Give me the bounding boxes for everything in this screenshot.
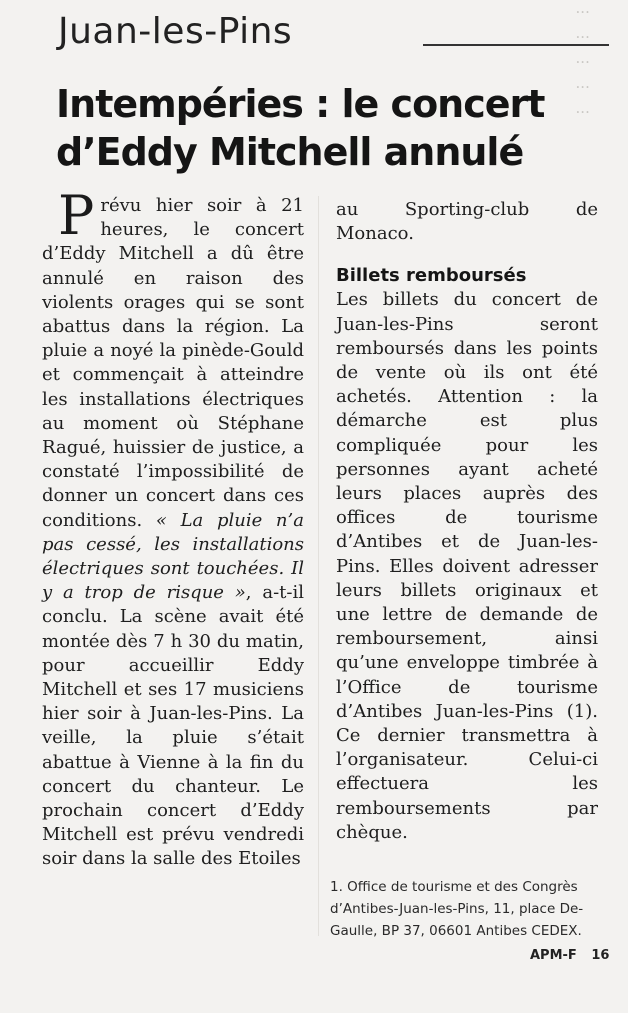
article-continuation: au Sporting-club de Monaco. bbox=[336, 199, 598, 245]
headline bbox=[56, 80, 612, 176]
bleed-through-text-right: ··· ··· ··· ··· ··· bbox=[575, 3, 590, 121]
article-column-2 bbox=[336, 198, 598, 845]
headline-line-2: d’Eddy Mitchell annulé bbox=[56, 130, 524, 174]
article-after-quote: , a-t-il conclu. La scène avait été montée dès 7 h 30 du matin, pour accueillir Eddy Mitchell et ses 17 musiciens hier soir à Juan-les-Pins. La veille, la pluie s’était abattue à Vienne à la fin du concert du chanteur. Le prochain concert d’Eddy Mitchell est prévu vendredi soir dans la salle des Etoiles bbox=[42, 582, 304, 870]
section-title: Juan-les-Pins bbox=[58, 11, 293, 52]
headline-line-1: Intempéries : le concert bbox=[56, 82, 545, 126]
column-gutter bbox=[318, 196, 319, 936]
article-intro: révu hier soir à 21 heures, le concert d’Eddy Mitchell a dû être annulé en raison des violents orages qui se sont abattus dans la région. La pluie a noyé la pinède-Gould et commençait à atteindre les installations électriques au moment où Stéphane Ragué, huissier de justice, a constaté l’impossibilité de donner un concert dans ces conditions. bbox=[42, 195, 304, 531]
refund-text: Les billets du concert de Juan-les-Pins seront remboursés dans les points de vente où ils ont été achetés. Attention : la démarche est plus compliquée pour les personnes ayant acheté leurs places auprès des offices de tourisme d’Antibes et de Juan-les-Pins. Elles doivent adresser leurs billets originaux et une lettre de demande de remboursement, ainsi qu’une enveloppe timbrée à l’Office de tourisme d’Antibes Juan-les-Pins bbox=[336, 289, 598, 722]
refund-text-end: . Ce dernier transmettra à l’organisateur. Celui-ci effectuera les remboursements par chèque. bbox=[336, 700, 598, 843]
subheading: Billets remboursés bbox=[336, 265, 527, 287]
byline-footer bbox=[530, 948, 609, 963]
drop-cap: P bbox=[58, 184, 95, 247]
footnote: 1. Office de tourisme et des Congrès d’Antibes-Juan-les-Pins, 11, place De-Gaulle, BP 37, 06601 Antibes CEDEX. bbox=[330, 879, 584, 939]
agency-signature: APM-F bbox=[530, 948, 577, 963]
page-number: 16 bbox=[591, 948, 610, 963]
footnote-reference: (1) bbox=[566, 700, 593, 722]
article-column-1 bbox=[42, 184, 304, 872]
section-rule bbox=[423, 44, 609, 46]
article-quote: « La pluie n’a pas cessé, les installations électriques sont touchées. Il y a trop de risque » bbox=[42, 509, 304, 604]
